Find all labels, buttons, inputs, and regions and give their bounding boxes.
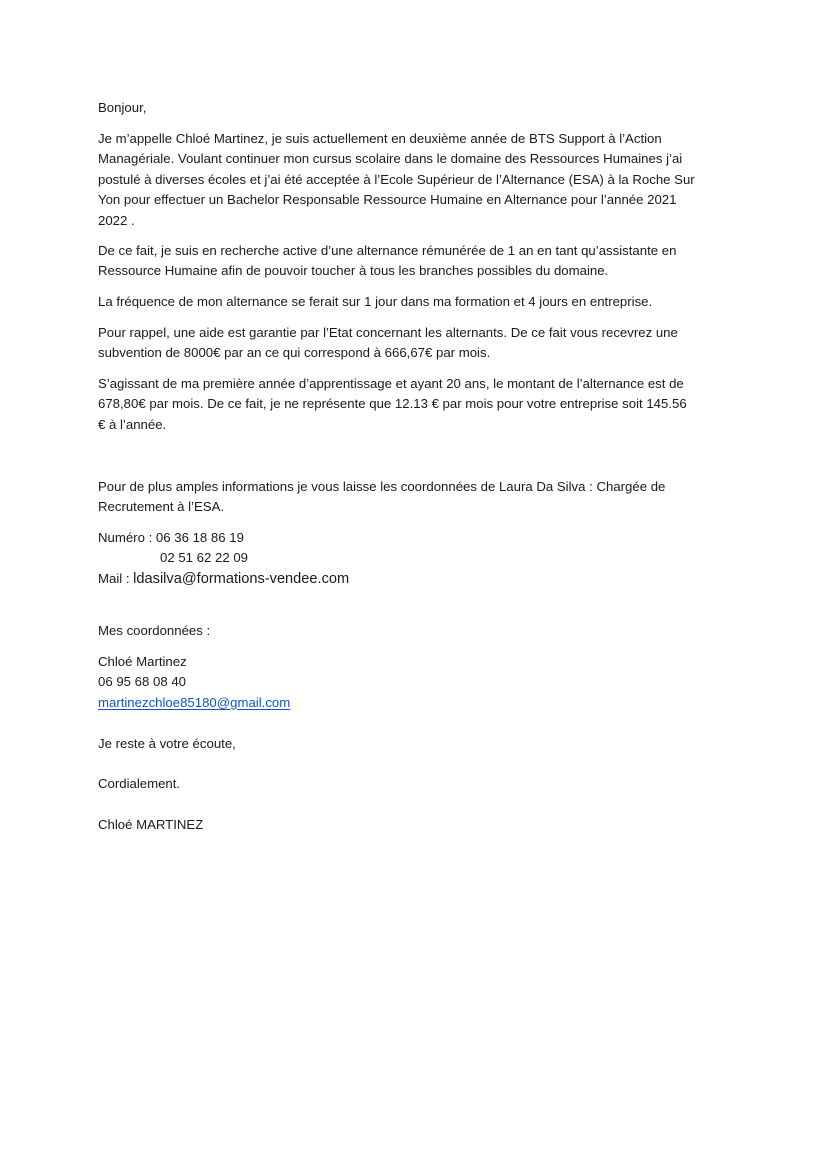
my-email-link[interactable]: martinezchloe85180@gmail.com [98, 694, 291, 710]
my-details-heading-text: Mes coordonnées : [98, 623, 211, 638]
intro-paragraph [98, 129, 734, 231]
closing-1-text: Je reste à votre écoute, [98, 736, 236, 751]
intro-line: Yon pour effectuer un Bachelor Responsable Ressource Humaine en Alternance pour l’année 2021 [98, 192, 677, 208]
intro-line: Je m’appelle Chloé Martinez, je suis actuellement en deuxième année de BTS Support à l’Action [98, 131, 662, 146]
intro-line: postulé à diverses écoles et j’ai été acceptée à l’Ecole Supérieur de l’Alternance (ESA) à la Roche Sur [98, 171, 695, 187]
my-phone: 06 95 68 08 40 [98, 674, 186, 690]
mail-row [98, 569, 734, 589]
closing-1 [98, 734, 734, 754]
intro-line: Managériale. Voulant continuer mon cursus scolaire dans le domaine des Ressources Humaines j’ai [98, 151, 683, 167]
cost-line: 678,80€ par mois. De ce fait, je ne représente que 12.13 € par mois pour votre entreprise soit 145.56 [98, 396, 687, 412]
my-details-heading [98, 621, 734, 641]
phone-label: Numéro : [98, 530, 156, 545]
frequency-line: La fréquence de mon alternance se ferait sur 1 jour dans ma formation et 4 jours en entreprise. [98, 294, 653, 309]
search-line: De ce fait, je suis en recherche active d’une alternance rémunérée de 1 an en tant qu’assistante en [98, 243, 677, 258]
cost-paragraph [98, 374, 734, 435]
frequency-paragraph [98, 292, 734, 312]
info-line: Recrutement à l’ESA. [98, 499, 225, 515]
closing-2-text: Cordialement. [98, 776, 181, 791]
info-paragraph [98, 477, 734, 518]
greeting [98, 98, 734, 118]
search-paragraph [98, 241, 734, 282]
signature [98, 815, 734, 835]
phone-number-1: 06 36 18 86 19 [155, 530, 244, 545]
mail-value: ldasilva@formations-vendee.com [133, 570, 350, 587]
cost-line: € à l’année. [98, 416, 167, 432]
aid-paragraph [98, 323, 734, 364]
search-line: Ressource Humaine afin de pouvoir toucher à tous les branches possibles du domaine. [98, 263, 609, 279]
info-line: Pour de plus amples informations je vous laisse les coordonnées de Laura Da Silva : Chargée de [98, 479, 666, 494]
intro-line: 2022 . [98, 212, 135, 228]
aid-line: subvention de 8000€ par an ce qui correspond à 666,67€ par mois. [98, 345, 491, 361]
signature-text: Chloé MARTINEZ [98, 817, 204, 832]
phone-number-2: 02 51 62 22 09 [160, 550, 248, 566]
my-name: Chloé Martinez [98, 654, 187, 669]
phone-row [98, 528, 734, 548]
greeting-text: Bonjour, [98, 100, 147, 115]
closing-2 [98, 774, 734, 794]
cost-line: S’agissant de ma première année d’apprentissage et ayant 20 ans, le montant de l’alternance est de [98, 376, 684, 391]
my-details-block [98, 652, 734, 713]
contact-block [98, 528, 734, 589]
aid-line: Pour rappel, une aide est garantie par l’Etat concernant les alternants. De ce fait vous recevrez une [98, 325, 678, 340]
phone-row-2 [98, 548, 734, 568]
mail-label: Mail : [98, 570, 134, 586]
